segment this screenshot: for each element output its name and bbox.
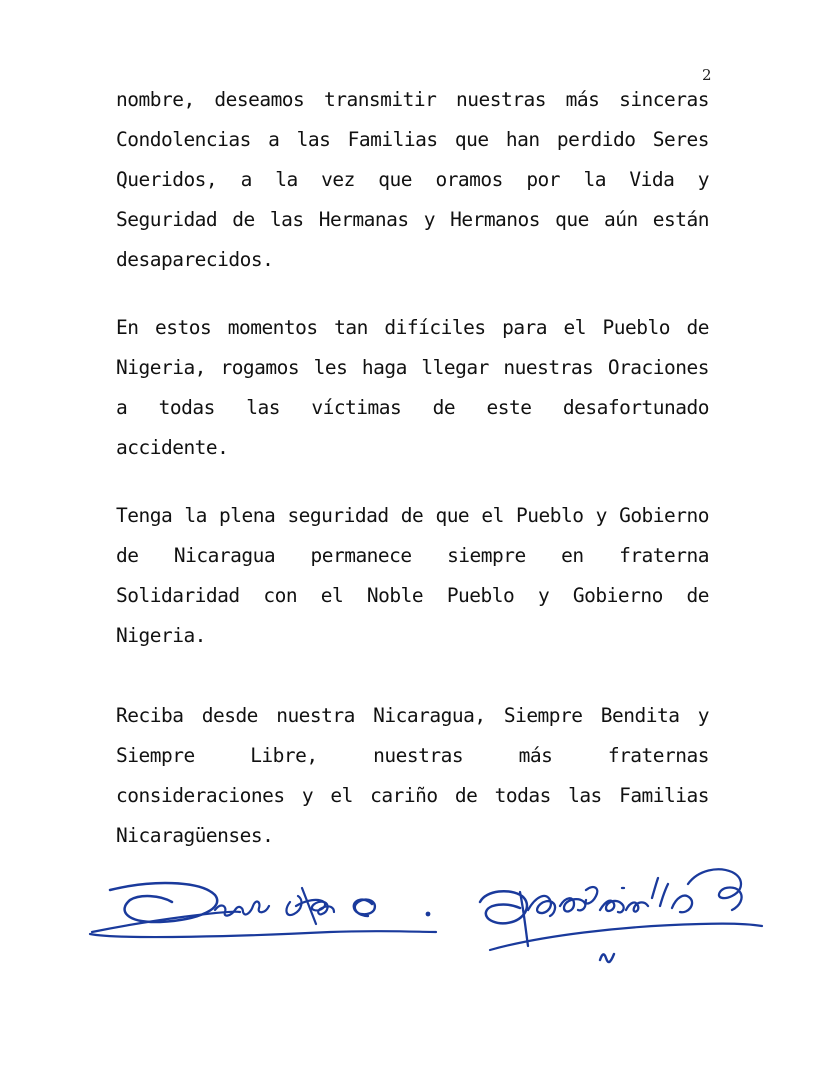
page-number: 2 xyxy=(702,66,712,84)
left-signature xyxy=(90,883,436,937)
letter-paragraph: Reciba desde nuestra Nicaragua, Siempre Bendita y Siempre Libre, nuestras más fraternas consideraciones y el cariño de todas las Familias Nicaragüenses. xyxy=(116,704,709,847)
right-signature xyxy=(480,869,762,962)
signatures-block xyxy=(0,850,825,980)
letter-paragraph: nombre, deseamos transmitir nuestras más sinceras Condolencias a las Familias que han perdido Seres Queridos, a la vez que oramos por la Vida y Seguridad de las Hermanas y Hermanos que aún están desaparecidos. xyxy=(116,88,709,271)
signatures-graphic xyxy=(0,850,825,980)
letter-paragraph: En estos momentos tan difíciles para el Pueblo de Nigeria, rogamos les haga llegar nuestras Oraciones a todas las víctimas de este desafortunado accidente. xyxy=(116,316,709,459)
letter-paragraph: Tenga la plena seguridad de que el Pueblo y Gobierno de Nicaragua permanece siempre en fraterna Solidaridad con el Noble Pueblo y Gobierno de Nigeria. xyxy=(116,504,709,647)
letter-body xyxy=(116,80,709,856)
